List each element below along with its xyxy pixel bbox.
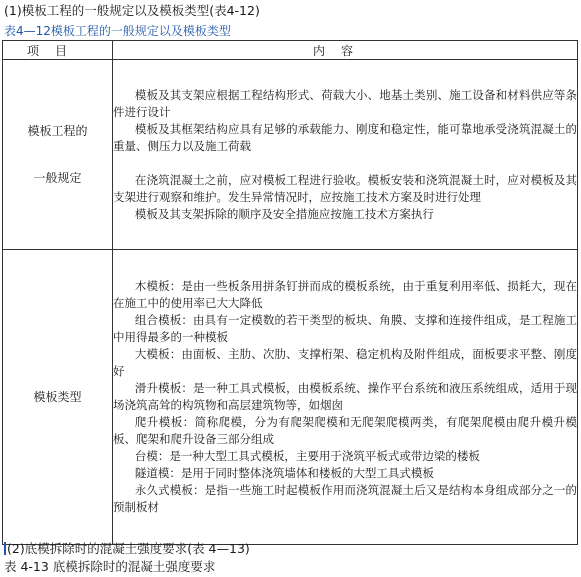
content-paragraph: 隧道模：是用于同时整体浇筑墙体和楼板的大型工具式模板 (134, 466, 434, 480)
category-line: 一般规定 (33, 170, 82, 185)
header-content: 内 容 (113, 41, 578, 60)
row-category (3, 60, 113, 250)
content-paragraph: 滑升模板：是一种工具式模板，由模板系统、操作平台系统和液压系统组成，适用于现场浇筑高耸的构筑物和高层建筑物等，如烟囱 (113, 381, 577, 412)
table-caption-4-12: 表4—12模板工程的一般规定以及模板类型 (4, 24, 231, 38)
category-line: 模板类型 (33, 389, 82, 404)
content-paragraph: 模板及其框架结构应具有足够的承载能力、刚度和稳定性，能可靠地承受浇筑混凝土的重量、侧压力以及施工荷载 (113, 121, 577, 153)
content-paragraph: 台模：是一种大型工具式模板，主要用于浇筑平板式或带边梁的楼板 (134, 449, 480, 463)
content-paragraph: 大模板：由面板、主肋、次肋、支撑桁架、稳定机构及附件组成，面板要求平整、刚度好 (113, 347, 577, 378)
row-content (113, 250, 578, 545)
content-paragraph: 组合模板：由具有一定模数的若干类型的板块、角膜、支撑和连接件组成，是工程施工中用得最多的一种模板 (113, 313, 577, 344)
table-header-row (3, 41, 578, 60)
content-paragraph: 永久式模板：是指一些施工时起模板作用而浇筑混凝土后又是结构本身组成部分之一的预制板材 (113, 483, 577, 514)
content-paragraph: 爬升模板：简称爬模，分为有爬架爬模和无爬架爬模两类，有爬架爬模由爬升模升模板、爬架和爬升设备三部分组成 (113, 415, 577, 446)
category-line: 模板工程的 (27, 123, 88, 138)
table-caption-4-13: 表 4-13 底模拆除时的混凝土强度要求 (4, 559, 216, 574)
content-paragraph: 模板及其支架拆除的顺序及安全措施应按施工技术方案执行 (134, 206, 434, 221)
table-row (3, 250, 578, 545)
content-paragraph: 在浇筑混凝土之前，应对模板工程进行验收。模板安装和浇筑混凝土时，应对模板及其支架进行观察和维护。发生异常情况时，应按施工技术方案及时进行处理 (113, 172, 577, 204)
row-content (113, 60, 578, 250)
row-category (3, 250, 113, 545)
content-paragraph: 木模板：是由一些板条用拼条钉拼而成的模板系统，由于重复利用率低、损耗大，现在在施工中的使用率已大大降低 (113, 279, 577, 310)
content-paragraph: 模板及其支架应根据工程结构形式、荷载大小、地基土类别、施工设备和材料供应等条件进行设计 (113, 87, 577, 119)
text-cursor-marker (4, 542, 6, 555)
header-item: 项 目 (3, 41, 113, 60)
section-heading-1: (1)模板工程的一般规定以及模板类型(表4-12) (4, 3, 260, 18)
table-row (3, 60, 578, 250)
spec-table (2, 40, 578, 545)
section-heading-2-text: (2)底模拆除时的混凝土强度要求(表 4—13) (7, 541, 250, 556)
section-heading-2 (4, 541, 250, 557)
